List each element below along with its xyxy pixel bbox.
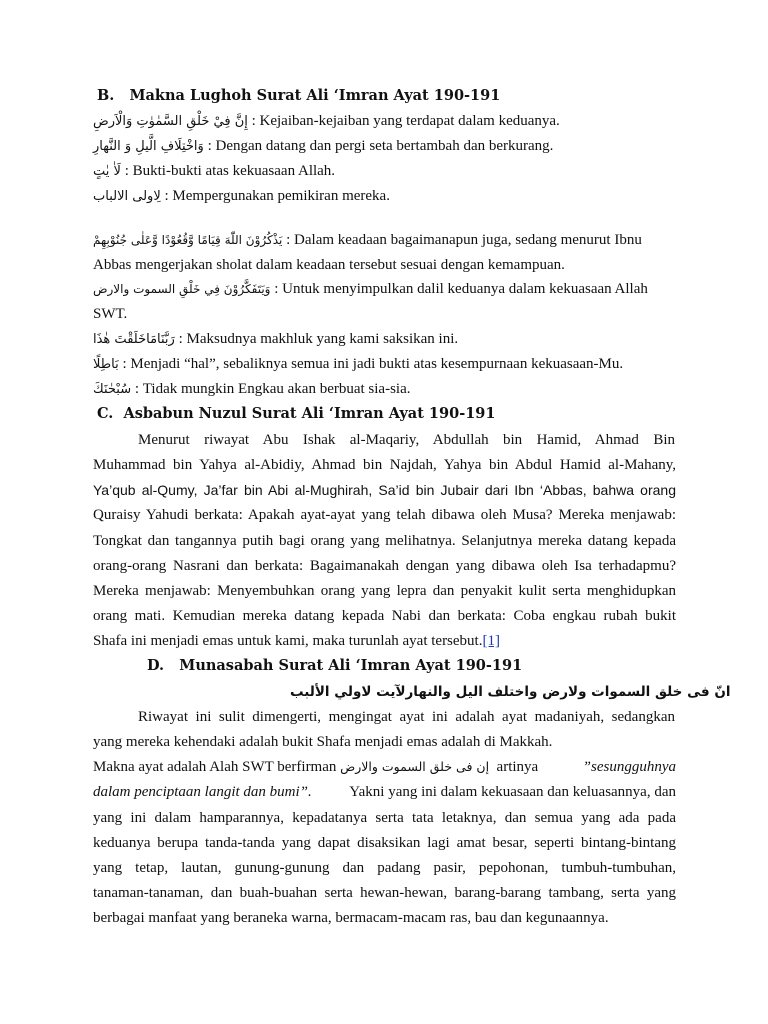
paragraph-text: Yakni yang ini dalam kekuasaan dan keluasannya, dan bbox=[349, 784, 676, 800]
paragraph-line: Tongkat dan tangannya putih bagi orang yang melihatnya. Selanjutnya mereka datang kepada bbox=[93, 533, 676, 549]
arabic-verse-text: انّ فى خلق السموات ولارض واختلف اليل والنهارلآيت لاولي الألبب bbox=[290, 684, 731, 700]
glossary-entry bbox=[93, 354, 676, 375]
term-meaning: : Dalam keadaan bagaimanapun juga, sedang menurut Ibnu bbox=[286, 232, 642, 248]
arabic-term: رَبَّنَامَاخَلَقْتَ هٰذَا bbox=[93, 332, 175, 347]
paragraph-line: Muhammad bin Yahya al-Abidiy, Ahmad bin Najdah, Yahya bin Abdul Hamid al-Mahany, bbox=[93, 457, 676, 473]
paragraph-text: Shafa ini menjadi emas untuk kami, maka turunlah ayat tersebut. bbox=[93, 633, 483, 649]
paragraph-line: Quraisy Yahudi berkata: Apakah ayat-ayat yang telah dibawa oleh Musa? Mereka menjawab: bbox=[93, 507, 676, 523]
section-d-heading bbox=[147, 656, 730, 676]
section-d-title: Munasabah Surat Ali ‘Imran Ayat 190-191 bbox=[179, 657, 523, 674]
glossary-entry bbox=[93, 379, 676, 400]
paragraph-line bbox=[93, 631, 676, 651]
paragraph-line: Ya’qub al-Qumy, Ja’far bin Abi al-Mughirah, Sa’id bin Jubair dari Ibn ‘Abbas, bahwa orang bbox=[93, 482, 676, 498]
arabic-inline: إن فى خلق السموت والارض bbox=[340, 759, 490, 774]
section-b-title: Makna Lughoh Surat Ali ‘Imran Ayat 190-191 bbox=[129, 87, 501, 104]
glossary-entry bbox=[93, 230, 676, 250]
arabic-term: لِاولى الالباب bbox=[93, 189, 161, 204]
paragraph-line: berbagai manfaat yang beraneka warna, bermacam-macam ras, bau dan kegunaannya. bbox=[93, 910, 609, 926]
paragraph-line: keduanya berupa tanda-tanda yang dapat disaksikan lagi amat besar, seperti bintang-bintang bbox=[93, 835, 676, 851]
glossary-continuation: Abbas mengerjakan sholat dalam keadaan tersebut sesuai dengan kemampuan. bbox=[93, 257, 565, 273]
paragraph-line: tanaman-tanaman, dan buah-buahan serta hewan-hewan, barang-barang tambang, serta yang bbox=[93, 885, 676, 901]
paragraph-line: Menurut riwayat Abu Ishak al-Maqariy, Abdullah bin Hamid, Ahmad Bin bbox=[138, 432, 675, 448]
section-c-heading bbox=[97, 404, 680, 424]
paragraph-line: orang mati. Kemudian mereka datang kepada Nabi dan berkata: Coba engkau rubah bukit bbox=[93, 608, 676, 624]
paragraph-line: yang ini dalam hamparannya, kepadatanya serta tata letaknya, dan semua yang ada pada bbox=[93, 810, 676, 826]
arabic-term: إِنَّ فِيْ خَلْقِ السَّمٰوٰتِ وَالْاَرضِ bbox=[93, 114, 248, 129]
section-b-letter: B. bbox=[97, 87, 115, 104]
arabic-term: يَذْكُرُوْنَ اللّٰهَ قِيَامًا وَّقُعُوْدًا وَّعَلٰى جُنُوْبِهِمْ bbox=[93, 233, 283, 247]
paragraph-line bbox=[93, 757, 676, 777]
term-meaning: : Dengan datang dan pergi seta bertambah dan berkurang. bbox=[207, 138, 554, 154]
quote-text: dalam penciptaan langit dan bumi”. bbox=[93, 784, 312, 800]
arabic-term: لَاٰ يٰتٍ bbox=[93, 164, 121, 179]
section-c-title: Asbabun Nuzul Surat Ali ‘Imran Ayat 190-191 bbox=[123, 405, 496, 422]
glossary-entry bbox=[93, 279, 676, 299]
term-meaning: : Menjadi “hal”, sebaliknya semua ini jadi bukti atas kesempurnaan kekuasaan-Mu. bbox=[122, 356, 624, 372]
section-b-heading bbox=[97, 86, 680, 106]
paragraph-line: Riwayat ini sulit dimengerti, mengingat ayat ini adalah ayat madaniyah, sedangkan bbox=[138, 709, 675, 725]
glossary-entry bbox=[93, 186, 676, 207]
footnote-link[interactable]: [1] bbox=[482, 633, 500, 649]
term-meaning: : Untuk menyimpulkan dalil keduanya dalam kekuasaan Allah bbox=[274, 281, 648, 297]
paragraph-line bbox=[93, 782, 676, 802]
arabic-term: وَيَتَفَكَّرُوْنَ فِي خَلْقِ السموت والارض bbox=[93, 282, 271, 296]
glossary-entry bbox=[93, 136, 676, 157]
arabic-verse bbox=[290, 682, 731, 702]
arabic-term: سُبْحٰنَكَ bbox=[93, 382, 132, 397]
quote-text: ”sesungguhnya bbox=[582, 759, 676, 775]
section-c-letter: C. bbox=[97, 405, 114, 422]
term-meaning: : Bukti-bukti atas kekuasaan Allah. bbox=[124, 163, 336, 179]
term-meaning: : Kejaiban-kejaiban yang terdapat dalam keduanya. bbox=[247, 113, 560, 129]
glossary-entry bbox=[93, 161, 676, 182]
glossary-entry bbox=[93, 111, 676, 132]
paragraph-line: yang tetap, lautan, gunung-gunung dan padang pasir, pepohonan, tumbuh-tumbuhan, bbox=[93, 860, 676, 876]
section-d-letter: D. bbox=[147, 657, 165, 674]
term-meaning: : Maksudnya makhluk yang kami saksikan ini. bbox=[178, 331, 459, 347]
glossary-continuation: SWT. bbox=[93, 306, 128, 322]
term-meaning: : Tidak mungkin Engkau akan berbuat sia-sia. bbox=[134, 381, 411, 397]
paragraph-line: orang-orang Nasrani dan berkata: Bagaimanakah dengan yang dibawa oleh Isa terhadapmu? bbox=[93, 558, 676, 574]
term-meaning: : Mempergunakan pemikiran mereka. bbox=[164, 188, 390, 204]
arabic-term: بَاطِلًا bbox=[93, 357, 119, 372]
paragraph-text: artinya bbox=[496, 759, 539, 775]
glossary-entry bbox=[93, 329, 676, 350]
paragraph-text: Makna ayat adalah Alah SWT berfirman bbox=[93, 759, 337, 775]
arabic-term: وَاخْتِلَافِ الَّيلِ وَ النَّهارِ bbox=[93, 139, 204, 154]
paragraph-line: yang mereka kehendaki adalah bukit Shafa menjadi emas adalah di Makkah. bbox=[93, 734, 553, 750]
paragraph-line: Mereka menjawab: Menyembuhkan orang yang lepra dan penyakit kulit serta menghidupkan bbox=[93, 583, 676, 599]
